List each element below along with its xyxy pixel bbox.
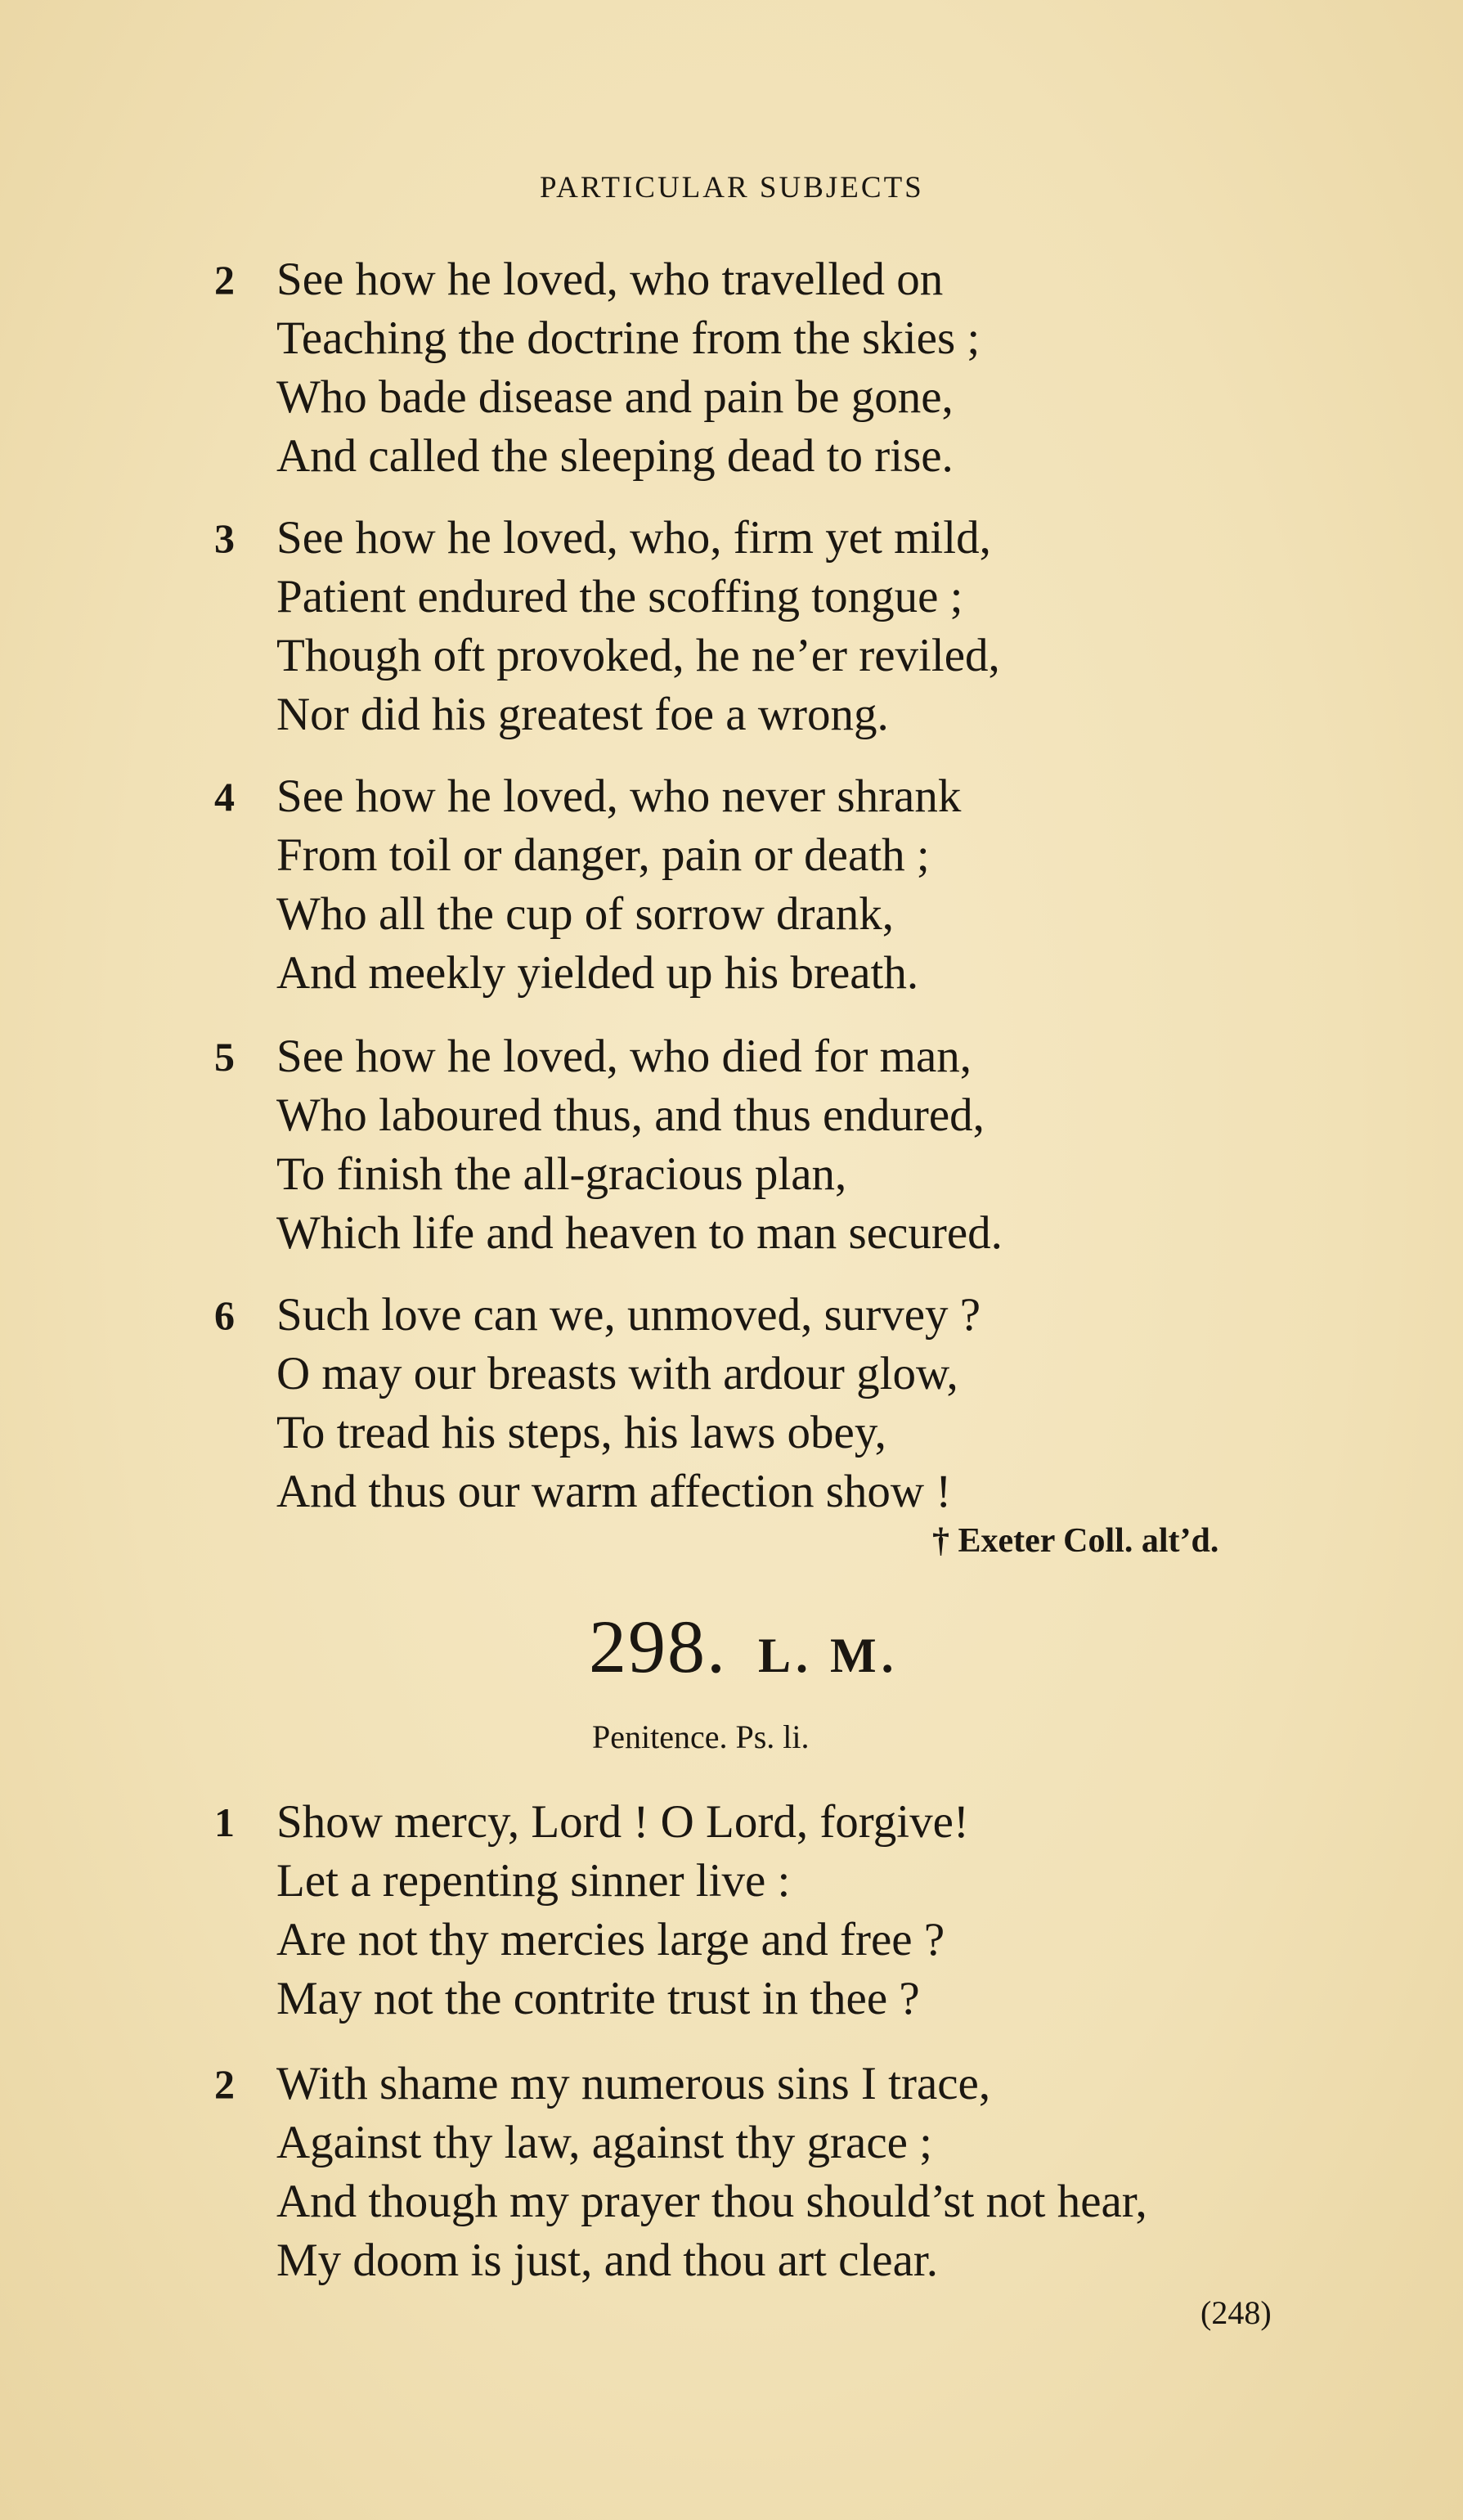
stanza-line (214, 568, 1392, 627)
hymn-heading (589, 1603, 899, 1690)
line-text: Are not thy mercies large and free ? (276, 1914, 945, 1965)
stanza-line (214, 1970, 1392, 2028)
stanza-line (214, 250, 1392, 309)
line-text: My doom is just, and thou art clear. (276, 2235, 938, 2286)
stanza-line (214, 685, 1392, 744)
line-text: And meekly yielded up his breath. (276, 947, 919, 999)
attribution: † Exeter Coll. alt’d. (932, 1522, 1219, 1560)
stanza-line (214, 2172, 1392, 2231)
line-text: Though oft provoked, he ne’er reviled, (276, 630, 1000, 681)
line-text: Such love can we, unmoved, survey ? (276, 1289, 981, 1341)
stanza-line (214, 309, 1392, 368)
line-text: Patient endured the scoffing tongue ; (276, 571, 963, 622)
hymn-meter: L. M. (758, 1628, 899, 1682)
line-text: To finish the all-gracious plan, (276, 1148, 847, 1200)
stanza-3 (214, 509, 1392, 744)
stanza-4 (214, 767, 1392, 1003)
stanza-line (214, 2055, 1392, 2113)
line-text: With shame my numerous sins I trace, (276, 2058, 991, 2109)
running-header: PARTICULAR SUBJECTS (540, 171, 924, 204)
stanza-5 (214, 1027, 1392, 1263)
stanza-line (214, 1345, 1392, 1404)
stanza-number: 3 (214, 515, 235, 561)
hymn-stanza-1 (214, 1793, 1392, 2028)
stanza-6 (214, 1286, 1392, 1521)
stanza-line (214, 1145, 1392, 1204)
line-text: And though my prayer thou should’st not hear, (276, 2176, 1147, 2227)
stanza-line (214, 627, 1392, 685)
hymn-subject: Penitence. Ps. li. (592, 1718, 810, 1755)
stanza-line (214, 2113, 1392, 2172)
page-number: (248) (1200, 2294, 1272, 2331)
line-text: See how he loved, who travelled on (276, 254, 944, 305)
stanza-line (214, 2231, 1392, 2290)
line-text: From toil or danger, pain or death ; (276, 829, 930, 881)
line-text: Let a repenting sinner live : (276, 1855, 791, 1907)
line-text: Who bade disease and pain be gone, (276, 371, 954, 423)
stanza-number: 4 (214, 774, 235, 820)
stanza-line (214, 885, 1392, 944)
stanza-line (214, 1404, 1392, 1462)
line-text: And thus our warm affection show ! (276, 1466, 952, 1517)
line-text: Which life and heaven to man secured. (276, 1207, 1003, 1259)
line-text: See how he loved, who, firm yet mild, (276, 512, 991, 564)
line-text: Teaching the doctrine from the skies ; (276, 312, 981, 364)
line-text: May not the contrite trust in thee ? (276, 1973, 920, 2024)
stanza-line (214, 1204, 1392, 1263)
line-text: See how he loved, who never shrank (276, 770, 962, 822)
stanza-line (214, 826, 1392, 885)
line-text: Against thy law, against thy grace ; (276, 2117, 933, 2168)
stanza-number: 5 (214, 1034, 235, 1080)
stanza-number: 6 (214, 1292, 235, 1338)
line-text: To tread his steps, his laws obey, (276, 1407, 886, 1458)
stanza-line (214, 368, 1392, 427)
line-text: Nor did his greatest foe a wrong. (276, 689, 889, 740)
stanza-line (214, 1462, 1392, 1521)
stanza-line (214, 427, 1392, 486)
stanza-line (214, 767, 1392, 826)
line-text: Who laboured thus, and thus endured, (276, 1089, 985, 1141)
stanza-number: 1 (214, 1799, 235, 1845)
line-text: O may our breasts with ardour glow, (276, 1348, 958, 1399)
stanza-line (214, 1027, 1392, 1086)
line-text: Show mercy, Lord ! O Lord, forgive! (276, 1796, 969, 1848)
stanza-line (214, 944, 1392, 1003)
stanza-line (214, 1911, 1392, 1970)
stanza-line (214, 1286, 1392, 1345)
stanza-line (214, 1793, 1392, 1852)
stanza-number: 2 (214, 257, 235, 303)
line-text: See how he loved, who died for man, (276, 1031, 972, 1082)
hymn-stanza-2 (214, 2055, 1392, 2290)
line-text: And called the sleeping dead to rise. (276, 430, 954, 482)
line-text: Who all the cup of sorrow drank, (276, 888, 895, 940)
stanza-line (214, 1086, 1392, 1145)
stanza-number: 2 (214, 2061, 235, 2107)
stanza-line (214, 1852, 1392, 1911)
stanza-line (214, 509, 1392, 568)
stanza-2 (214, 250, 1392, 486)
hymn-number: 298. (589, 1605, 727, 1688)
